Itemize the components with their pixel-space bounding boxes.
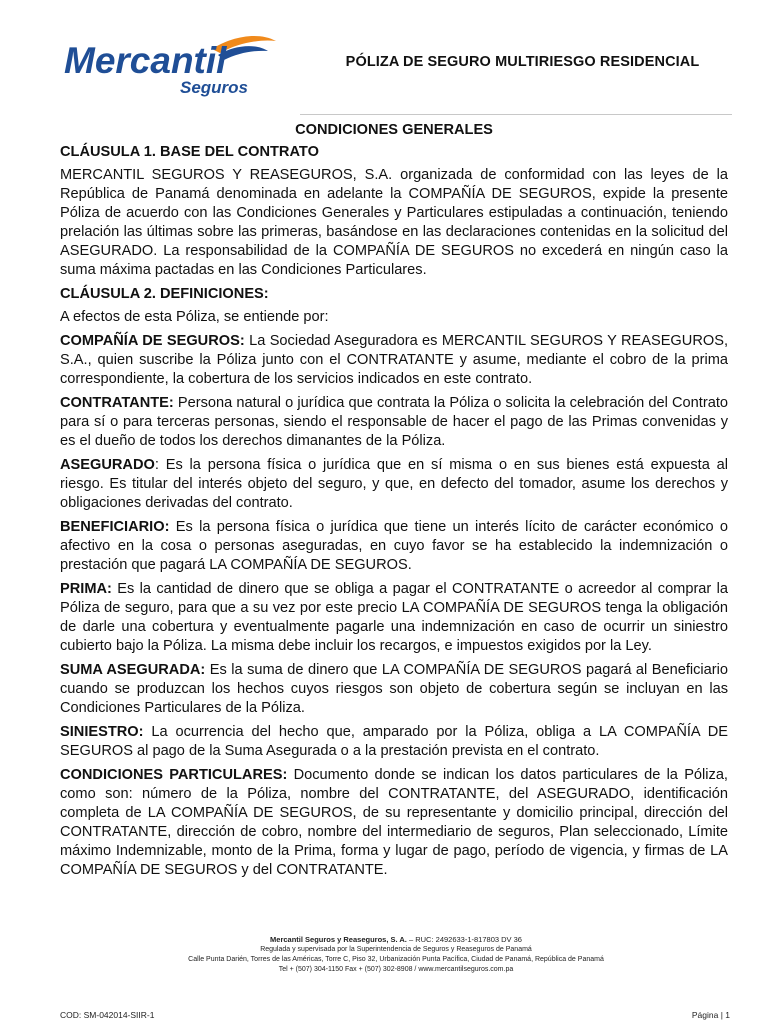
definition-condiciones-particulares (60, 766, 728, 880)
definition-term: CONTRATANTE: (60, 395, 174, 411)
document-title: PÓLIZA DE SEGURO MULTIRIESGO RESIDENCIAL (345, 54, 700, 70)
definition-term: CONDICIONES PARTICULARES: (60, 767, 288, 783)
definition-asegurado (60, 456, 728, 513)
definition-term: SUMA ASEGURADA: (60, 662, 206, 678)
logo-sub: Seguros (180, 78, 249, 97)
document-code: COD: SM-042014-SIIR-1 (60, 1010, 155, 1020)
clause-1-heading: CLÁUSULA 1. BASE DEL CONTRATO (60, 144, 319, 160)
definition-contratante (60, 394, 728, 451)
footer-ruc: – RUC: 2492633-1-817803 DV 36 (406, 935, 522, 944)
definition-term: PRIMA: (60, 581, 112, 597)
logo-brand: Mercantil (64, 40, 227, 81)
footer-contact: Tel + (507) 304-1150 Fax + (507) 302-8908 / www.mercantilseguros.com.pa (278, 966, 514, 973)
definition-term: BENEFICIARIO: (60, 519, 170, 535)
policy-content (60, 121, 728, 885)
page-number: Página | 1 (691, 1010, 730, 1020)
definition-beneficiario (60, 518, 728, 575)
definition-text: La Sociedad Aseguradora es MERCANTIL SEGUROS Y REASEGUROS, S.A., quien suscribe la Póliza junto con el CONTRATANTE y asume, mediante el cobro de la prima correspondiente, la cobertura de los servicios indicados en este contrato. (60, 333, 728, 387)
company-footer (60, 935, 732, 975)
section-title: CONDICIONES GENERALES (295, 122, 493, 138)
mercantil-seguros-logo (62, 33, 282, 103)
definition-term: SINIESTRO: (60, 724, 144, 740)
footer-company-line (60, 935, 732, 945)
definition-prima (60, 580, 728, 656)
definition-text: Es la persona física o jurídica que tiene un interés lícito de carácter económico o afectivo en la cosa o personas aseguradas, en cuyo favor se ha establecido la indemnización o prestación que pagará LA COMPAÑÍA DE SEGUROS. (60, 519, 728, 573)
definition-suma-asegurada (60, 661, 728, 718)
definition-text: La ocurrencia del hecho que, amparado por la Póliza, obliga a LA COMPAÑÍA DE SEGUROS al pago de la Suma Asegurada o a la prestación prevista en el contrato. (60, 724, 728, 759)
footer-address: Calle Punta Darién, Torres de las Américas, Torre C, Piso 32, Urbanización Punta Pacífica, Ciudad de Panamá, República de Panamá (188, 956, 604, 963)
definition-term: ASEGURADO (60, 457, 155, 473)
definition-text: Persona natural o jurídica que contrata la Póliza o solicita la celebración del Contrato para sí o para terceras personas, siendo el responsable de hacer el pago de las Primas convenidas y es el dueño de todos los derechos dimanantes de la Póliza. (60, 395, 728, 449)
definition-text: : Es la persona física o jurídica que en sí misma o en sus bienes está expuesta al riesgo. Es titular del interés objeto del seguro, y que, en defecto del tomador, asume los derechos y obligaciones derivadas del contrato. (60, 457, 728, 511)
clause-2-heading: CLÁUSULA 2. DEFINICIONES: (60, 286, 269, 302)
footer-regulation: Regulada y supervisada por la Superintendencia de Seguros y Reaseguros de Panamá (260, 946, 532, 953)
definition-siniestro (60, 723, 728, 761)
definition-text: Documento donde se indican los datos particulares de la Póliza, como son: número de la Póliza, nombre del CONTRATANTE, del ASEGURADO, identificación completa de LA COMPAÑÍA DE SEGUROS, de su representante y domicilio principal, dirección del CONTRATANTE, dirección de cobro, nombre del intermediario de seguros, Plan seleccionado, Límite máximo Indemnizable, monto de la Prima, forma y lugar de pago, período de vigencia, y firmas de LA COMPAÑÍA DE SEGUROS y del CONTRATANTE. (60, 767, 728, 878)
clause-1-text: MERCANTIL SEGUROS Y REASEGUROS, S.A. organizada de conformidad con las leyes de la República de Panamá denominada en adelante la COMPAÑÍA DE SEGUROS, expide la presente Póliza de acuerdo con las Condiciones Generales y Particulares estipuladas a continuación, teniendo prelación las últimas sobre las primeras, basándose en las declaraciones contenidas en la solicitud del ASEGURADO. La responsabilidad de la COMPAÑÍA DE SEGUROS no excederá en ningún caso la suma máxima pactadas en las Condiciones Particulares. (60, 167, 728, 278)
clause-2-intro: A efectos de esta Póliza, se entiende por: (60, 309, 329, 325)
footer-company: Mercantil Seguros y Reaseguros, S. A. (270, 935, 407, 944)
mercantil-swoosh-logo-icon (62, 33, 282, 103)
definition-text: Es la cantidad de dinero que se obliga a pagar el CONTRATANTE o acreedor al comprar la Póliza de seguro, para que a su vez por este precio LA COMPAÑÍA DE SEGUROS tenga la obligación de darle una cobertura y eventualmente pagarle una indemnización en caso de ocurrir un siniestro cubierto bajo la Póliza. La misma debe incluir los recargos, e impuestos exigidos por la Ley. (60, 581, 728, 654)
definition-term: COMPAÑÍA DE SEGUROS: (60, 333, 245, 349)
definition-compania (60, 332, 728, 389)
definition-text: Es la suma de dinero que LA COMPAÑÍA DE SEGUROS pagará al Beneficiario cuando se produzcan los hechos cuyos riesgos son objeto de cobertura según se incluyan en las Condiciones Particulares de la Póliza. (60, 662, 728, 716)
header-divider (300, 114, 732, 115)
